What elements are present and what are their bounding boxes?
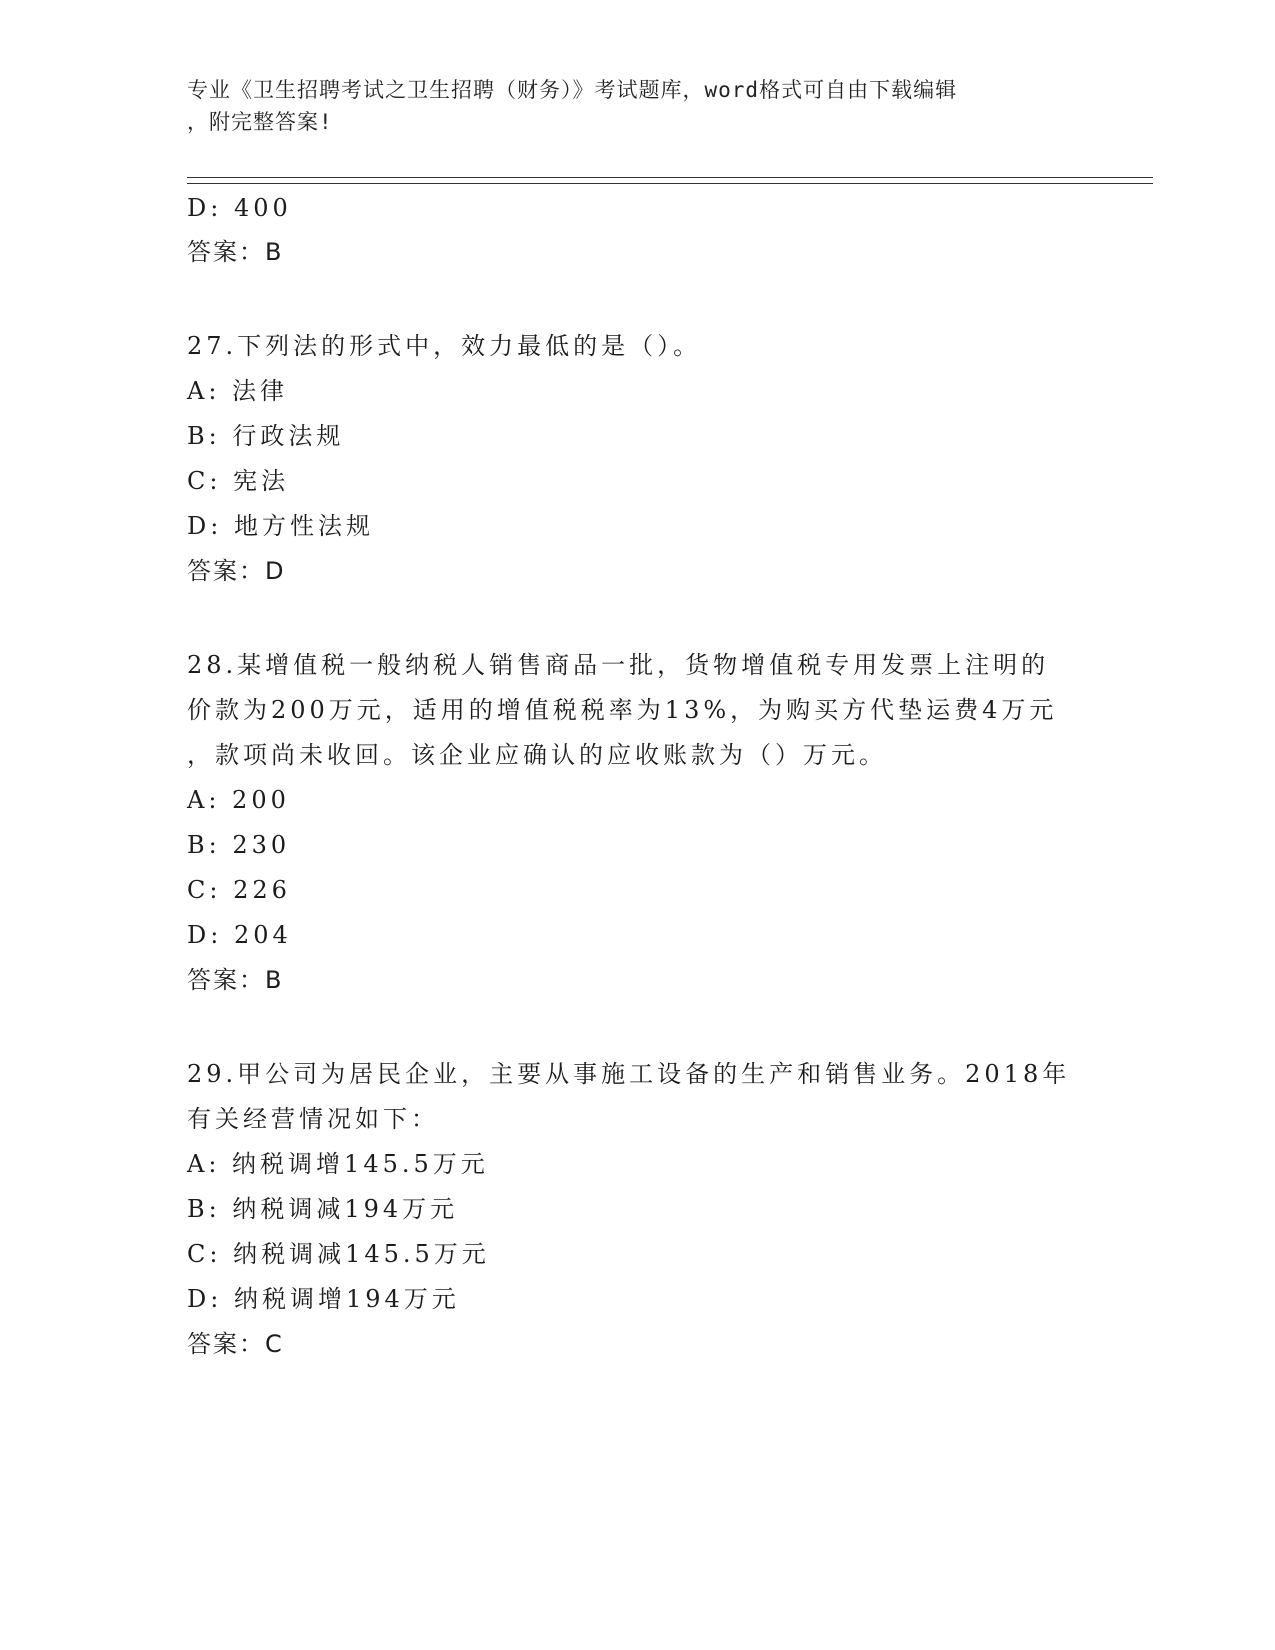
q29-answer: 答案：C [187,1330,284,1358]
q29-question-line-2: 有关经营情况如下： [187,1105,439,1133]
q28-option-c: C: 226 [187,876,291,904]
q28-option-d: D: 204 [187,921,292,949]
q29-option-c: C: 纳税调减145.5万元 [187,1240,490,1268]
q29-option-b: B: 纳税调减194万元 [187,1195,459,1223]
header-title-line-2: ，附完整答案! [187,110,333,134]
page-header [187,74,1087,138]
q29-option-a: A: 纳税调增145.5万元 [187,1150,489,1178]
prev-answer: 答案：B [187,238,284,266]
q28-option-a: A: 200 [187,786,290,814]
q28-question-line-2: 价款为200万元，适用的增值税税率为13%，为购买方代垫运费4万元 [187,696,1058,724]
header-divider-bottom [187,183,1153,184]
q28-option-b: B: 230 [187,831,291,859]
q28-question-line-1: 28.某增值税一般纳税人销售商品一批，货物增值税专用发票上注明的 [187,651,1050,679]
q29-question-line-1: 29.甲公司为居民企业，主要从事施工设备的生产和销售业务。2018年 [187,1060,1071,1088]
q28-question-line-3: ，款项尚未收回。该企业应确认的应收账款为（）万元。 [187,741,887,769]
q27-option-b: B: 行政法规 [187,422,345,450]
q29-option-d: D: 纳税调增194万元 [187,1285,460,1313]
q27-option-a: A: 法律 [187,377,289,405]
q27-option-d: D: 地方性法规 [187,512,374,540]
q27-answer: 答案：D [187,557,286,585]
q27-question: 27.下列法的形式中，效力最低的是（）。 [187,332,702,360]
header-divider-top [187,177,1153,178]
header-title-line-1: 专业《卫生招聘考试之卫生招聘（财务）》考试题库，word格式可自由下载编辑 [187,78,958,102]
prev-option-d: D: 400 [187,194,292,222]
q27-option-c: C: 宪法 [187,467,290,495]
q28-answer: 答案：B [187,966,284,994]
